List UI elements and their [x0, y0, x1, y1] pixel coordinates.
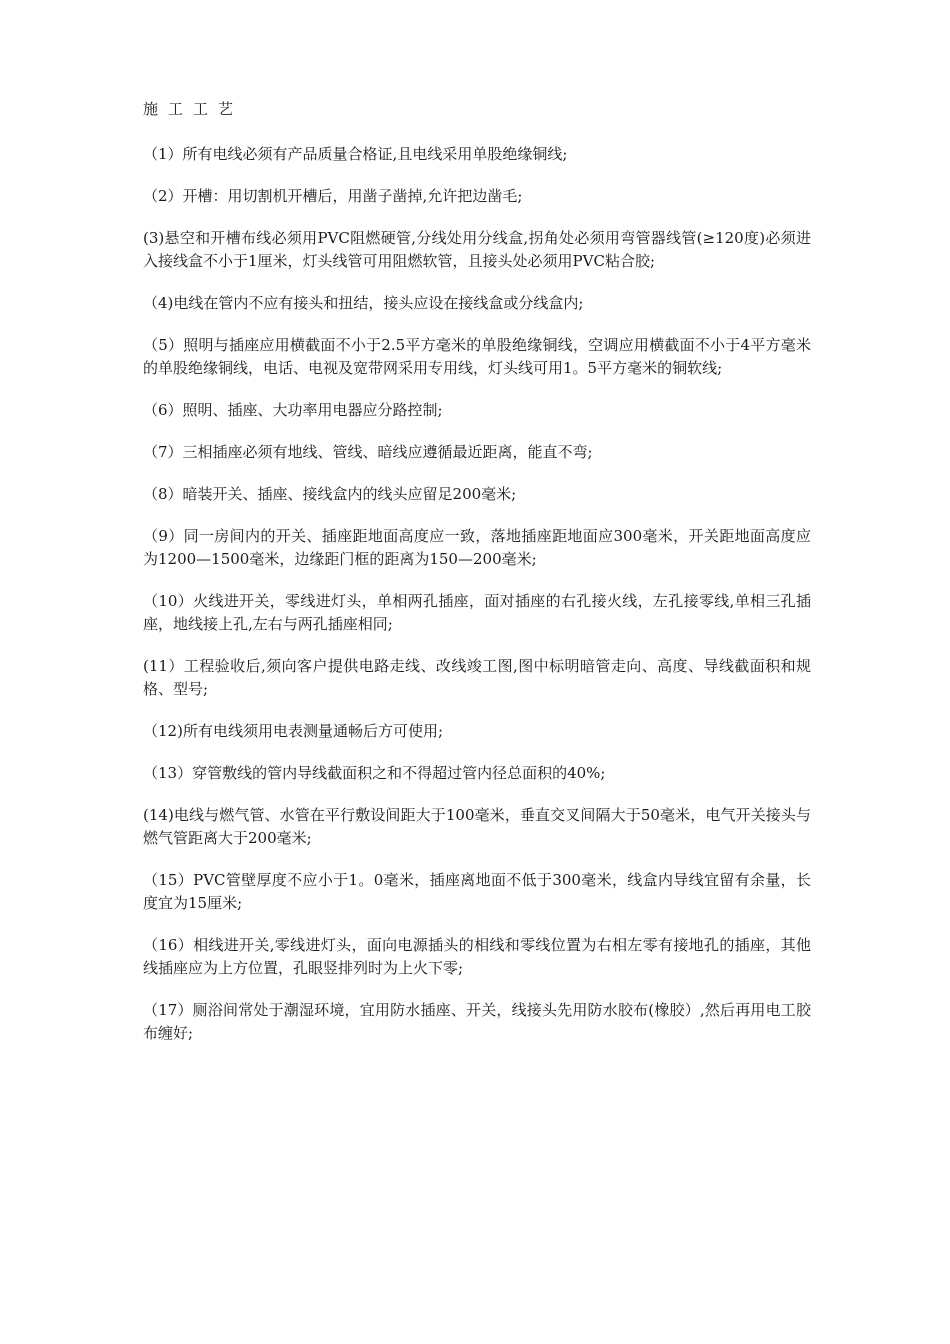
list-item: （10）火线进开关，零线进灯头，单相两孔插座，面对插座的右孔接火线，左孔接零线,单相三孔插座，地线接上孔,左右与两孔插座相同; — [143, 592, 811, 633]
document-body — [143, 98, 811, 1064]
list-item: (11）工程验收后,须向客户提供电路走线、改线竣工图,图中标明暗管走向、高度、导线截面积和规格、型号; — [143, 657, 811, 698]
list-item: （4)电线在管内不应有接头和扭结，接头应设在接线盒或分线盒内; — [143, 294, 584, 312]
list-item: （9）同一房间内的开关、插座距地面高度应一致，落地插座距地面应300毫米，开关距地面高度应为1200—1500毫米，边缘距门框的距离为150—200毫米; — [143, 527, 811, 568]
list-item: （16）相线进开关,零线进灯头，面向电源插头的相线和零线位置为右相左零有接地孔的插座，其他线插座应为上方位置，孔眼竖排列时为上火下零; — [143, 936, 811, 977]
list-item: （13）穿管敷线的管内导线截面积之和不得超过管内径总面积的40%; — [143, 764, 606, 782]
list-item: （12)所有电线须用电表测量通畅后方可使用; — [143, 722, 443, 740]
list-item: （15）PVC管壁厚度不应小于1。0毫米，插座离地面不低于300毫米，线盒内导线宜留有余量，长度宜为15厘米; — [143, 871, 811, 912]
list-item: （5）照明与插座应用横截面不小于2.5平方毫米的单股绝缘铜线，空调应用横截面不小于4平方毫米的单股绝缘铜线，电话、电视及宽带网采用专用线，灯头线可用1。5平方毫米的铜软线; — [143, 336, 811, 377]
list-item: （8）暗装开关、插座、接线盒内的线头应留足200毫米; — [143, 485, 517, 503]
list-item: （2）开槽：用切割机开槽后，用凿子凿掉,允许把边凿毛; — [143, 187, 523, 205]
document-title: 施工工艺 — [143, 100, 244, 118]
list-item: (14)电线与燃气管、水管在平行敷设间距大于100毫米，垂直交叉间隔大于50毫米，电气开关接头与燃气管距离大于200毫米; — [143, 806, 811, 847]
list-item: （6）照明、插座、大功率用电器应分路控制; — [143, 401, 443, 419]
list-item: (3)悬空和开槽布线必须用PVC阻燃硬管,分线处用分线盒,拐角处必须用弯管器线管(≥120度)必须进入接线盒不小于1厘米，灯头线管可用阻燃软管，且接头处必须用PVC粘合胶; — [143, 229, 811, 270]
list-item: （7）三相插座必须有地线、管线、暗线应遵循最近距离，能直不弯; — [143, 443, 593, 461]
list-item: （17）厕浴间常处于潮湿环境，宜用防水插座、开关，线接头先用防水胶布(橡胶）,然后再用电工胶布缠好; — [143, 1001, 811, 1042]
list-item: （1）所有电线必须有产品质量合格证,且电线采用单股绝缘铜线; — [143, 145, 568, 163]
